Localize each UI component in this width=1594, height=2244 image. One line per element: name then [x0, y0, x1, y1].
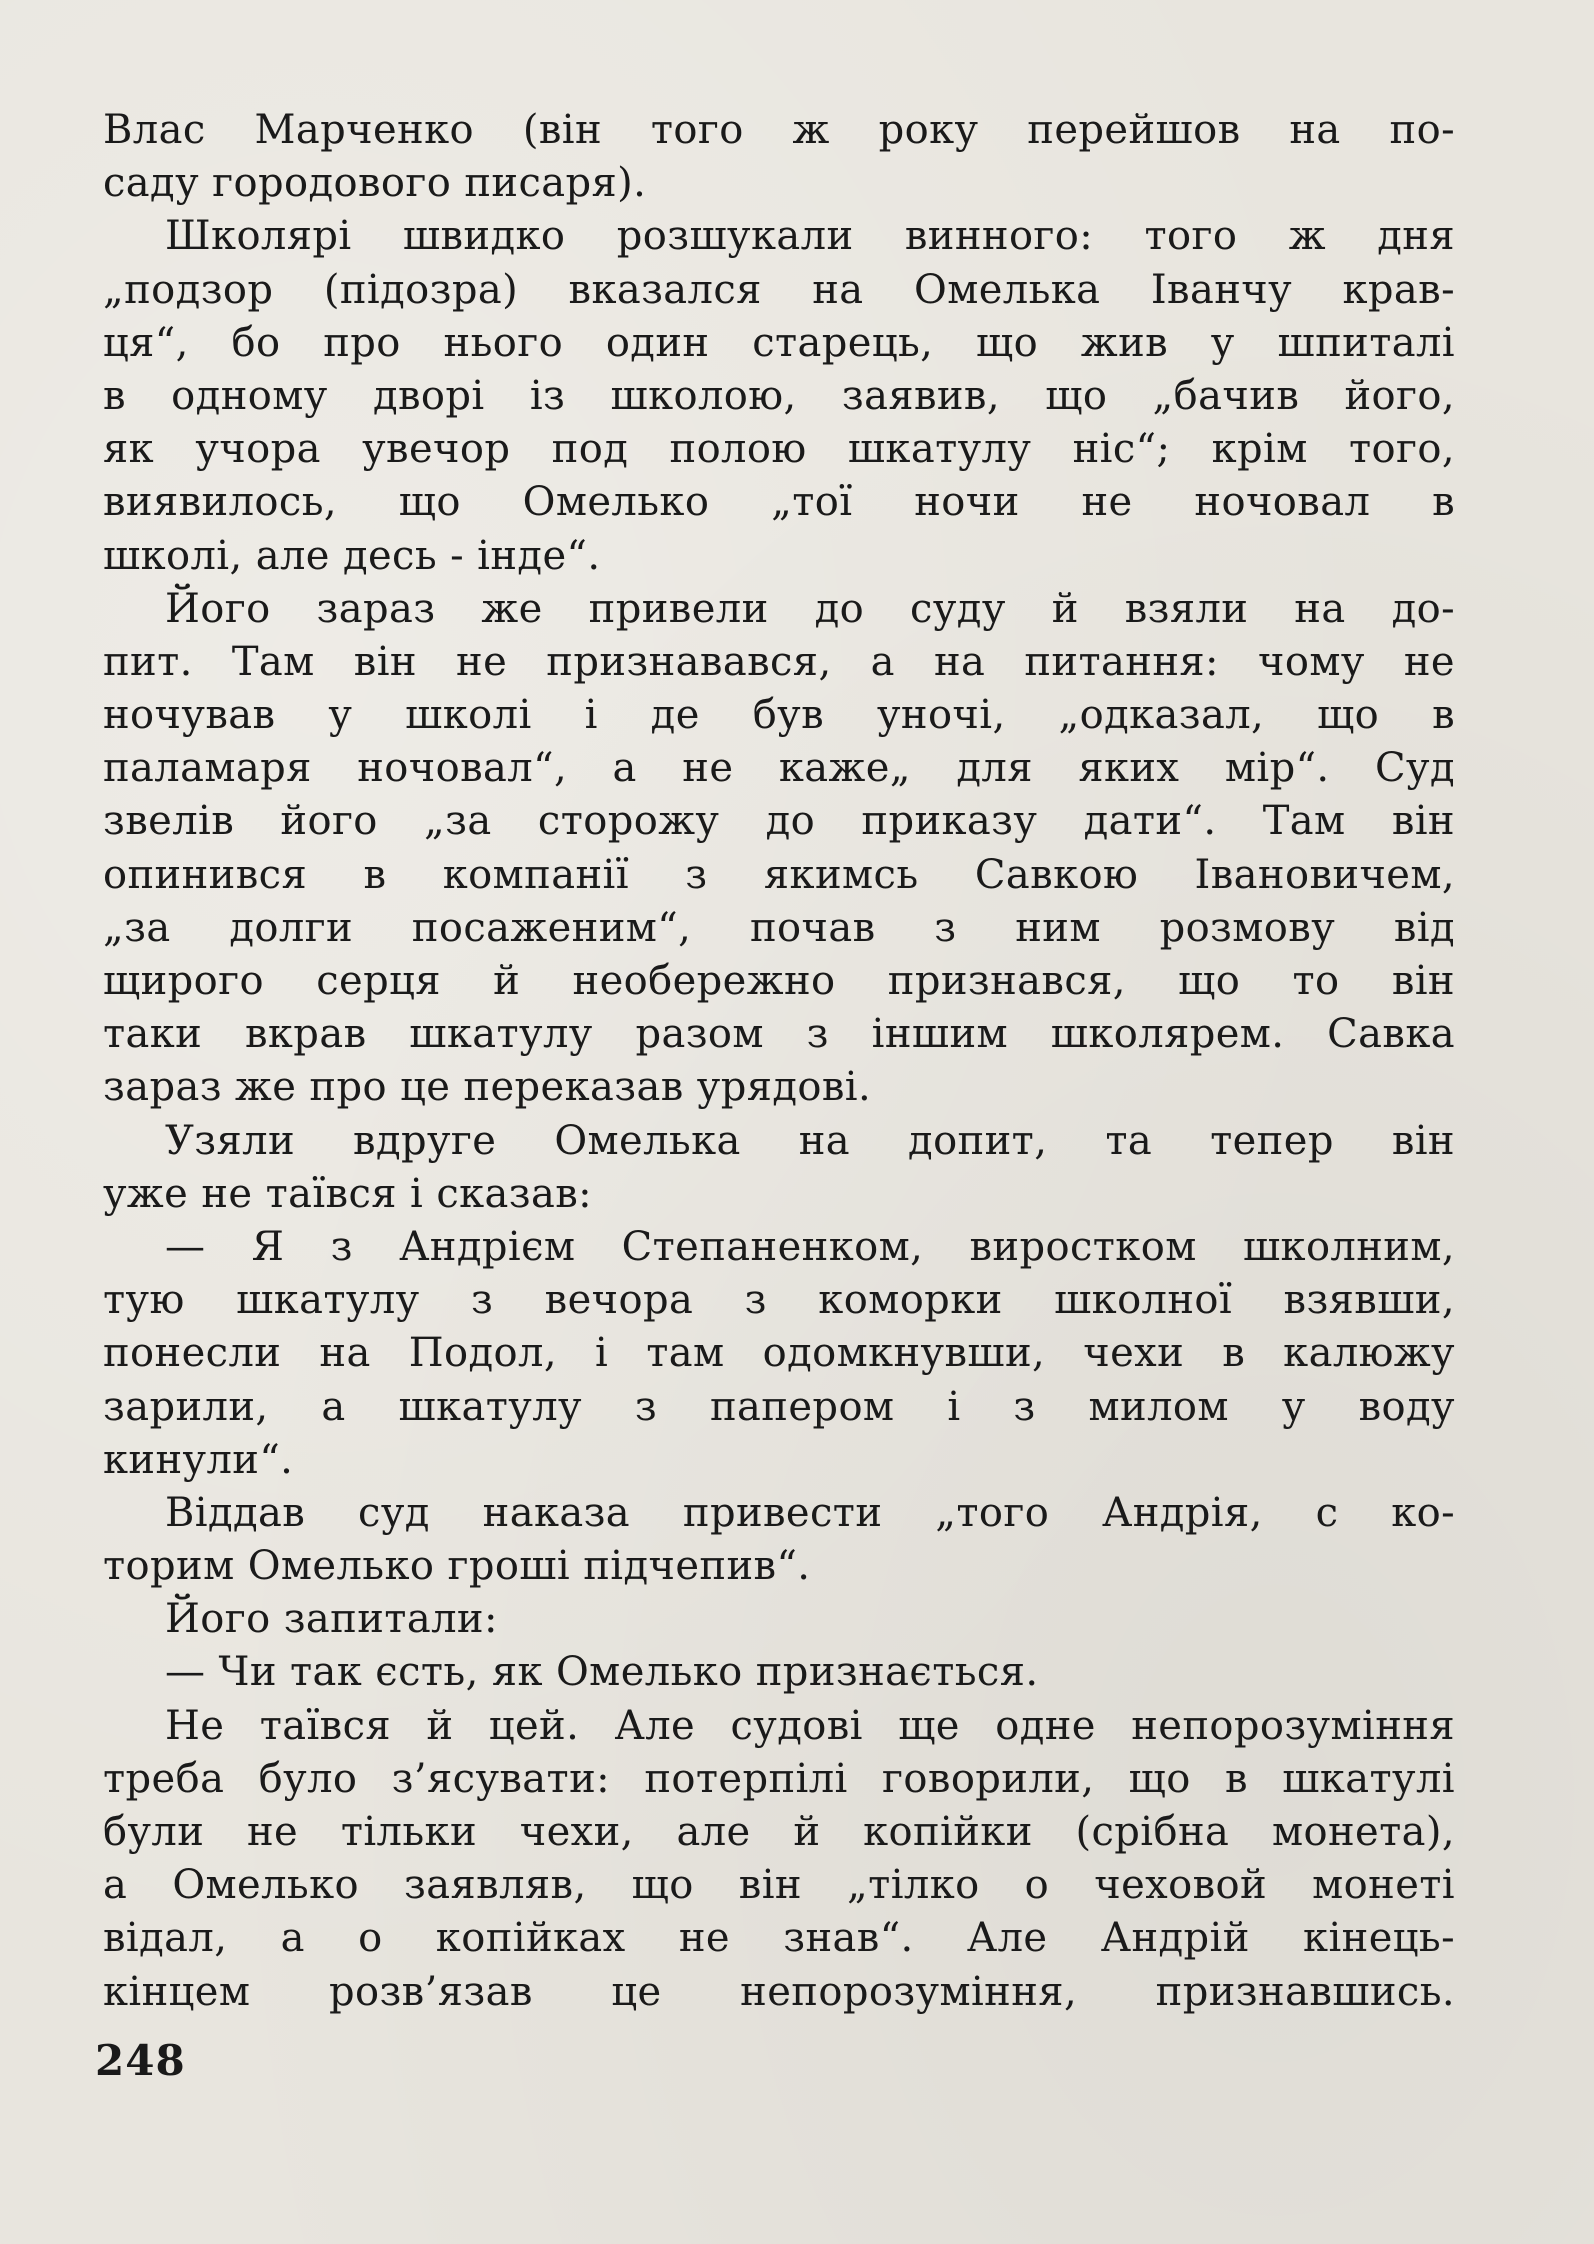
text-line: Віддав суд наказа привести „того Андрія, с ко-: [165, 1489, 1455, 1536]
text-line: виявилось, що Омелько „тої ночи не ночовал в: [103, 479, 1455, 526]
text-line: саду городового писаря).: [103, 160, 647, 207]
text-line: торим Омелько гроші підчепив“.: [103, 1543, 811, 1590]
text-line: Школярі швидко розшукали винного: того ж дня: [165, 213, 1455, 260]
text-line: уже не таївся і сказав:: [103, 1170, 593, 1217]
text-line: понесли на Подол, і там одомкнувши, чехи в калюжу: [103, 1330, 1455, 1377]
text-line: були не тільки чехи, але й копійки (срібна монета),: [103, 1809, 1455, 1855]
page-number: 248: [95, 2036, 186, 2085]
text-line: ночував у школі і де був уночі, „одказал, що в: [103, 692, 1455, 739]
text-line: зарили, а шкатулу з папером і з милом у воду: [103, 1383, 1455, 1430]
text-line: Влас Марченко (він того ж року перейшов на по-: [103, 107, 1455, 153]
text-line: а Омелько заявляв, що він „тілко о чеховой монеті: [103, 1862, 1455, 1909]
text-line: — Чи так єсть, як Омелько признається.: [165, 1649, 1039, 1696]
text-line: звелів його „за сторожу до приказу дати“. Там він: [103, 798, 1455, 845]
text-line: Не таївся й цей. Але судові ще одне непорозуміння: [165, 1702, 1455, 1749]
text-line: таки вкрав шкатулу разом з іншим школярем. Савка: [103, 1011, 1455, 1058]
text-line: щирого серця й необережно признався, що то він: [103, 958, 1455, 1004]
text-line: як учора увечор под полою шкатулу ніс“; крім того,: [103, 426, 1455, 473]
text-line: школі, але десь - інде“.: [103, 532, 601, 579]
body-text: [103, 104, 1455, 2019]
text-line: Узяли вдруге Омелька на допит, та тепер він: [165, 1117, 1455, 1164]
text-line: Його запитали:: [165, 1596, 498, 1643]
text-line: — Я з Андрієм Степаненком, виростком школним,: [165, 1223, 1455, 1270]
text-line: паламаря ночовал“, а не каже„ для яких мір“. Суд: [103, 745, 1455, 792]
text-line: опинився в компанії з якимсь Савкою Івановичем,: [103, 851, 1455, 898]
text-line: Його зараз же привели до суду й взяли на до-: [165, 585, 1455, 632]
text-line: „за долги посаженим“, почав з ним розмову від: [103, 904, 1455, 951]
text-line: зараз же про це переказав урядові.: [103, 1064, 872, 1111]
text-line: в одному дворі із школою, заявив, що „бачив його,: [103, 372, 1455, 419]
text-line: відал, а о копійках не знав“. Але Андрій кінець-: [103, 1915, 1455, 1962]
text-line: кінцем розв’язав це непорозуміння, признавшись.: [103, 1968, 1455, 2015]
text-line: тую шкатулу з вечора з коморки школної взявши,: [103, 1277, 1455, 1324]
text-line: „подзор (підозра) вказался на Омелька Іванчу крав-: [103, 266, 1455, 313]
text-line: треба було з’ясувати: потерпілі говорили, що в шкатулі: [103, 1755, 1455, 1802]
text-line: ця“, бо про нього один старець, що жив у шпиталі: [103, 319, 1455, 366]
text-line: кинули“.: [103, 1436, 294, 1483]
text-line: пит. Там він не признавався, а на питання: чому не: [103, 638, 1455, 685]
